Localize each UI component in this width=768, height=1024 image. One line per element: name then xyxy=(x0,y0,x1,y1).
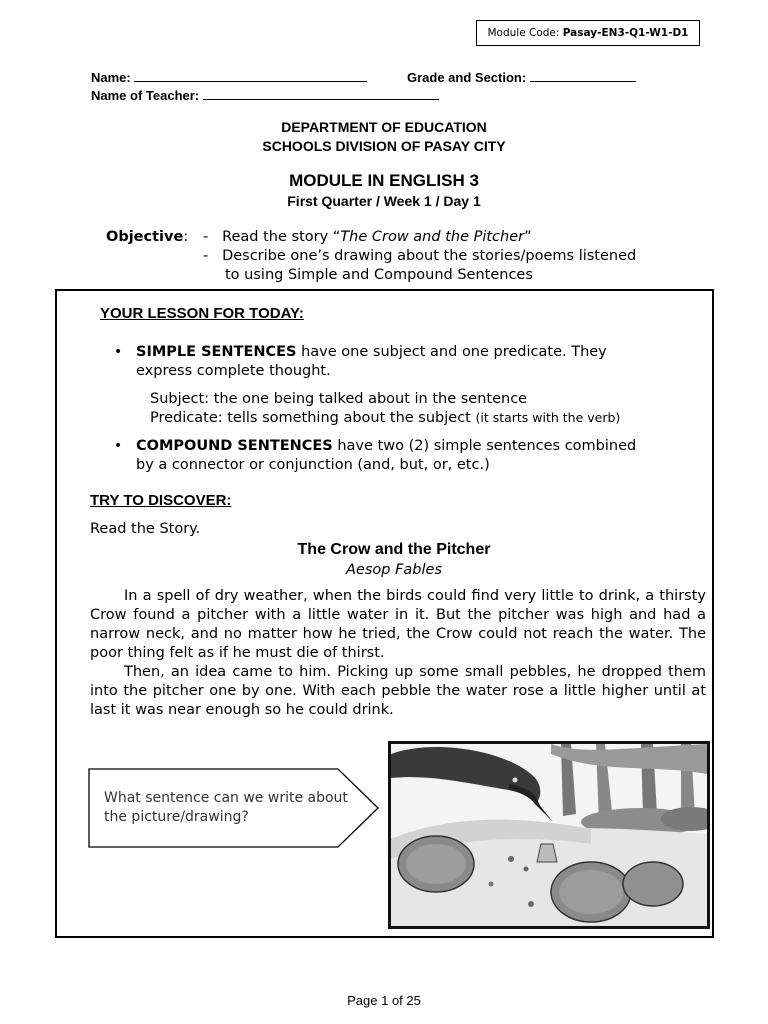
objective-item-1-suffix: ” xyxy=(524,229,532,245)
objective-label-text: Objective xyxy=(106,229,184,245)
crow-pitcher-illustration xyxy=(391,744,707,926)
story-paragraph-2: Then, an idea came to him. Picking up some small pebbles, he dropped them into the pitcher one by one. With each pebble the water rose a little higher until at last it was near enough so he could drink. xyxy=(90,664,706,718)
objective-item-2 xyxy=(203,248,636,264)
callout-question: What sentence can we write about the picture/drawing? xyxy=(104,790,348,825)
name-field xyxy=(91,69,367,85)
compound-sentences-definition xyxy=(136,437,636,456)
page-number: Page 1 of 25 xyxy=(347,993,421,1008)
predicate-note: (it starts with the verb) xyxy=(475,410,621,425)
objective-item-2-line-1: Describe one’s drawing about the stories/poems listened xyxy=(222,248,637,264)
objective-label: Objective: xyxy=(106,229,189,245)
compound-sentences-line-2: by a connector or conjunction (and, but, or, etc.) xyxy=(136,457,490,473)
teacher-field xyxy=(91,87,439,103)
module-title: MODULE IN ENGLISH 3 xyxy=(289,171,479,190)
name-label: Name: xyxy=(91,70,131,85)
story-paragraph-1: In a spell of dry weather, when the birds could find very little to drink, a thirsty Crow found a pitcher with a little water in it. But the pitcher was high and had a narrow neck, and no matter how he tried, the Crow could not reach the water. The poor thing felt as if he must die of thirst. xyxy=(90,588,706,661)
bullet-icon: • xyxy=(114,438,123,454)
story-author: Aesop Fables xyxy=(345,562,442,578)
objective-dash: - xyxy=(203,229,209,245)
grade-section-field xyxy=(407,69,636,85)
discover-heading: TRY TO DISCOVER: xyxy=(90,492,232,509)
simple-sentences-text: have one subject and one predicate. They xyxy=(296,344,607,360)
objective-dash: - xyxy=(203,248,209,264)
name-blank-line xyxy=(134,69,367,82)
read-instruction: Read the Story. xyxy=(90,521,201,537)
module-subtitle: First Quarter / Week 1 / Day 1 xyxy=(287,193,481,209)
compound-sentences-term: COMPOUND SENTENCES xyxy=(136,438,333,454)
grade-section-blank-line xyxy=(530,69,636,82)
crow-pitcher-picture xyxy=(388,741,710,929)
objective-item-2-line-2: to using Simple and Compound Sentences xyxy=(225,267,533,283)
lesson-heading: YOUR LESSON FOR TODAY: xyxy=(100,305,304,322)
simple-sentences-term: SIMPLE SENTENCES xyxy=(136,344,297,360)
teacher-label: Name of Teacher: xyxy=(91,88,200,103)
module-code-label: Module Code: xyxy=(487,27,560,39)
compound-sentences-text: have two (2) simple sentences combined xyxy=(332,438,637,454)
division-heading: SCHOOLS DIVISION OF PASAY CITY xyxy=(262,138,506,154)
objective-item-1-title: The Crow and the Pitcher xyxy=(340,229,525,245)
simple-sentences-line-2: express complete thought. xyxy=(136,363,331,379)
objective-item-1 xyxy=(203,229,532,245)
bullet-icon: • xyxy=(114,344,123,360)
teacher-blank-line xyxy=(203,87,439,100)
story-body xyxy=(90,587,706,720)
department-heading: DEPARTMENT OF EDUCATION xyxy=(281,119,487,135)
objective-item-1-prefix: Read the story “ xyxy=(222,229,341,245)
subject-definition: Subject: the one being talked about in the sentence xyxy=(150,391,528,407)
story-title: The Crow and the Pitcher xyxy=(297,541,491,558)
predicate-definition xyxy=(150,408,620,428)
predicate-definition-text: Predicate: tells something about the subject xyxy=(150,410,476,426)
grade-section-label: Grade and Section: xyxy=(407,70,527,85)
module-code-box xyxy=(476,20,700,46)
simple-sentences-definition xyxy=(136,343,607,362)
module-code-value: Pasay-EN3-Q1-W1-D1 xyxy=(562,27,689,39)
